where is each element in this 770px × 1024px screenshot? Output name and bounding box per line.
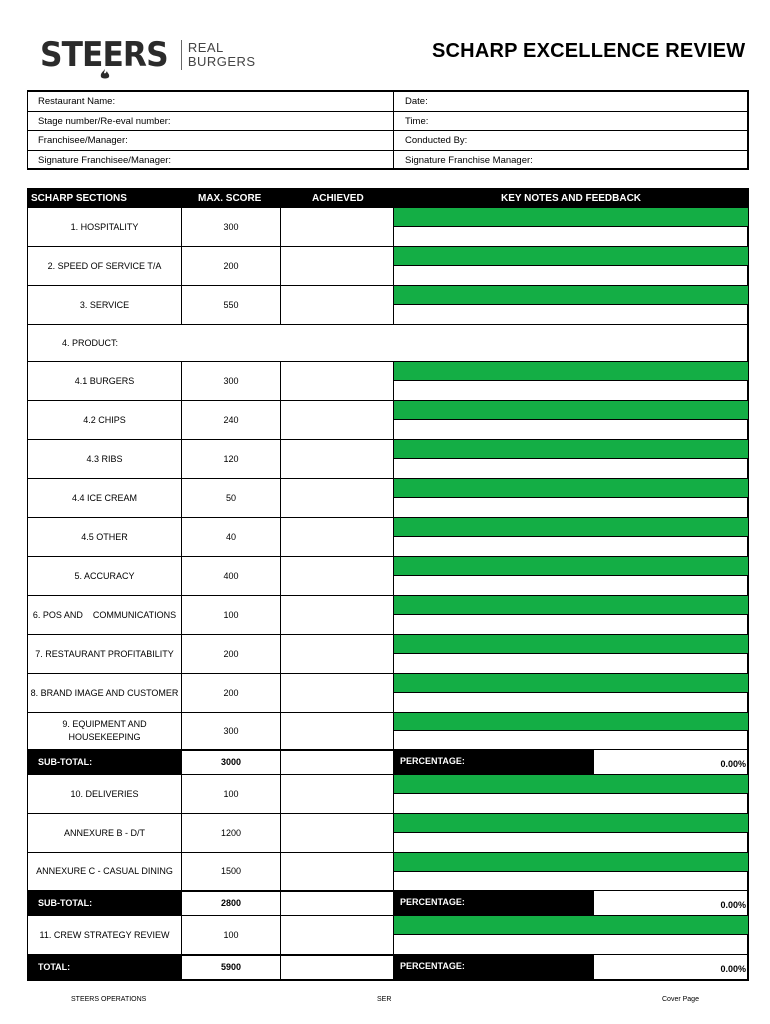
section-label: 8. BRAND IMAGE AND CUSTOMER: [28, 674, 182, 712]
table-row: [28, 247, 747, 286]
subtotal-row: [28, 750, 747, 775]
max-score: 100: [182, 916, 281, 954]
notes-field[interactable]: [394, 247, 748, 285]
max-score: 300: [182, 362, 281, 400]
notes-field[interactable]: [394, 286, 748, 324]
max-score: 100: [182, 596, 281, 634]
max-score: 300: [182, 208, 281, 246]
info-row: [28, 131, 747, 151]
max-score: 40: [182, 518, 281, 556]
max-score: 50: [182, 479, 281, 517]
max-score: 240: [182, 401, 281, 439]
section-label: 4.4 ICE CREAM: [28, 479, 182, 517]
table-row: [28, 635, 747, 674]
achieved-input[interactable]: [281, 401, 394, 439]
notes-field[interactable]: [394, 635, 748, 673]
notes-highlight-bar: [394, 247, 748, 266]
total-row: [28, 955, 747, 980]
notes-field[interactable]: [394, 401, 748, 439]
max-score: 200: [182, 674, 281, 712]
time-field[interactable]: Time:: [405, 115, 429, 127]
table-row: [28, 479, 747, 518]
notes-highlight-bar: [394, 479, 748, 498]
subtotal-label: SUB-TOTAL:: [28, 891, 182, 916]
section-label: 2. SPEED OF SERVICE T/A: [28, 247, 182, 285]
max-score: 1500: [182, 853, 281, 890]
notes-field[interactable]: [394, 814, 748, 852]
section-label: 4.3 RIBS: [28, 440, 182, 478]
achieved-input[interactable]: [281, 713, 394, 749]
notes-highlight-bar: [394, 713, 748, 731]
achieved-input[interactable]: [281, 775, 394, 813]
notes-field[interactable]: [394, 518, 748, 556]
section-label: 11. CREW STRATEGY REVIEW: [28, 916, 182, 954]
notes-highlight-bar: [394, 635, 748, 654]
notes-field[interactable]: [394, 362, 748, 400]
max-score: 100: [182, 775, 281, 813]
achieved-input[interactable]: [281, 208, 394, 246]
section-label: 6. POS AND COMMUNICATIONS: [28, 596, 182, 634]
subtotal-label: SUB-TOTAL:: [28, 750, 182, 775]
max-score: 200: [182, 635, 281, 673]
table-row: [28, 440, 747, 479]
subtotal-achieved[interactable]: [281, 750, 394, 775]
achieved-input[interactable]: [281, 518, 394, 556]
section-label: 5. ACCURACY: [28, 557, 182, 595]
signature-franchisee-field[interactable]: Signature Franchisee/Manager:: [28, 151, 394, 171]
logo-tagline: REAL BURGERS: [187, 40, 256, 69]
table-row: [28, 814, 747, 853]
flame-icon: [98, 69, 112, 79]
notes-field[interactable]: [394, 479, 748, 517]
notes-field[interactable]: [394, 713, 748, 749]
notes-field[interactable]: [394, 596, 748, 634]
subtotal-max-score: 3000: [182, 750, 281, 775]
table-row: [28, 916, 747, 955]
table-header: [28, 189, 747, 208]
score-table: [27, 188, 749, 981]
subtotal-max-score: 2800: [182, 891, 281, 916]
notes-field[interactable]: [394, 208, 748, 246]
subtotal-achieved[interactable]: [281, 891, 394, 916]
notes-highlight-bar: [394, 674, 748, 693]
notes-field[interactable]: [394, 853, 748, 890]
achieved-input[interactable]: [281, 479, 394, 517]
percentage-value: 0.00%: [594, 750, 748, 775]
franchisee-manager-field[interactable]: Franchisee/Manager:: [28, 131, 394, 150]
achieved-input[interactable]: [281, 557, 394, 595]
section-label: 9. EQUIPMENT AND HOUSEKEEPING: [28, 713, 182, 749]
achieved-input[interactable]: [281, 247, 394, 285]
header-max-score: MAX. SCORE: [198, 193, 262, 204]
info-row: [28, 92, 747, 112]
footer-left: STEERS OPERATIONS: [71, 996, 147, 1003]
section-label: 4. PRODUCT:: [62, 337, 119, 348]
table-row: [28, 286, 747, 325]
percentage-value: 0.00%: [594, 891, 748, 916]
logo-wordmark: STEERS: [40, 35, 168, 75]
conducted-by-field[interactable]: Conducted By:: [405, 135, 468, 146]
section-label: 3. SERVICE: [28, 286, 182, 324]
notes-highlight-bar: [394, 440, 748, 459]
logo-divider: [181, 40, 182, 70]
notes-highlight-bar: [394, 286, 748, 305]
notes-field[interactable]: [394, 557, 748, 595]
header-notes: KEY NOTES AND FEEDBACK: [501, 193, 642, 204]
table-row: [28, 401, 747, 440]
stage-number-field[interactable]: Stage number/Re-eval number:: [28, 112, 394, 131]
subtotal-row: [28, 891, 747, 916]
info-row: [28, 151, 747, 171]
table-row: [28, 208, 747, 247]
notes-highlight-bar: [394, 596, 748, 615]
notes-field[interactable]: [394, 674, 748, 712]
max-score: 300: [182, 713, 281, 749]
achieved-input[interactable]: [281, 916, 394, 954]
header-achieved: ACHIEVED: [312, 193, 364, 204]
table-row: [28, 362, 747, 401]
table-row: [28, 557, 747, 596]
section-label: 1. HOSPITALITY: [28, 208, 182, 246]
achieved-input[interactable]: [281, 362, 394, 400]
table-row: [28, 518, 747, 557]
restaurant-name-field[interactable]: Restaurant Name:: [28, 92, 394, 111]
achieved-input[interactable]: [281, 635, 394, 673]
total-label: TOTAL:: [28, 955, 182, 980]
footer-right: Cover Page: [662, 996, 699, 1003]
percentage-label: PERCENTAGE:: [394, 750, 594, 775]
notes-highlight-bar: [394, 557, 748, 576]
section-label: ANNEXURE B - D/T: [28, 814, 182, 852]
notes-highlight-bar: [394, 401, 748, 420]
notes-highlight-bar: [394, 208, 748, 227]
table-row-product-heading: [28, 325, 747, 362]
max-score: 1200: [182, 814, 281, 852]
table-row: [28, 775, 747, 814]
achieved-input[interactable]: [281, 596, 394, 634]
notes-field[interactable]: [394, 440, 748, 478]
max-score: 120: [182, 440, 281, 478]
total-achieved[interactable]: [281, 955, 394, 980]
info-form: [27, 90, 749, 170]
notes-highlight-bar: [394, 916, 748, 935]
steers-logo: [40, 35, 256, 75]
section-label: 4.5 OTHER: [28, 518, 182, 556]
footer-center: SER: [377, 996, 392, 1003]
section-label: 4.2 CHIPS: [28, 401, 182, 439]
table-row: [28, 596, 747, 635]
achieved-input[interactable]: [281, 286, 394, 324]
signature-franchise-manager-field[interactable]: Signature Franchise Manager:: [405, 154, 533, 166]
info-row: [28, 112, 747, 132]
document-title: SCHARP EXCELLENCE REVIEW: [432, 40, 746, 62]
max-score: 550: [182, 286, 281, 324]
table-row: [28, 853, 747, 891]
section-label: 10. DELIVERIES: [28, 775, 182, 813]
max-score: 400: [182, 557, 281, 595]
notes-highlight-bar: [394, 814, 748, 833]
percentage-value: 0.00%: [594, 955, 748, 980]
percentage-label: PERCENTAGE:: [394, 891, 594, 916]
achieved-input[interactable]: [281, 440, 394, 478]
achieved-input[interactable]: [281, 814, 394, 852]
section-label: 7. RESTAURANT PROFITABILITY: [28, 635, 182, 673]
total-max-score: 5900: [182, 955, 281, 980]
notes-field[interactable]: [394, 916, 748, 954]
date-field[interactable]: Date:: [405, 96, 428, 107]
header-sections: SCHARP SECTIONS: [31, 193, 127, 204]
percentage-label: PERCENTAGE:: [394, 955, 594, 980]
max-score: 200: [182, 247, 281, 285]
section-label: 4.1 BURGERS: [28, 362, 182, 400]
notes-highlight-bar: [394, 518, 748, 537]
notes-highlight-bar: [394, 775, 748, 794]
notes-highlight-bar: [394, 853, 748, 872]
table-row: [28, 674, 747, 713]
table-row: [28, 713, 747, 750]
notes-highlight-bar: [394, 362, 748, 381]
achieved-input[interactable]: [281, 853, 394, 890]
section-label: ANNEXURE C - CASUAL DINING: [28, 853, 182, 890]
notes-field[interactable]: [394, 775, 748, 813]
achieved-input[interactable]: [281, 674, 394, 712]
